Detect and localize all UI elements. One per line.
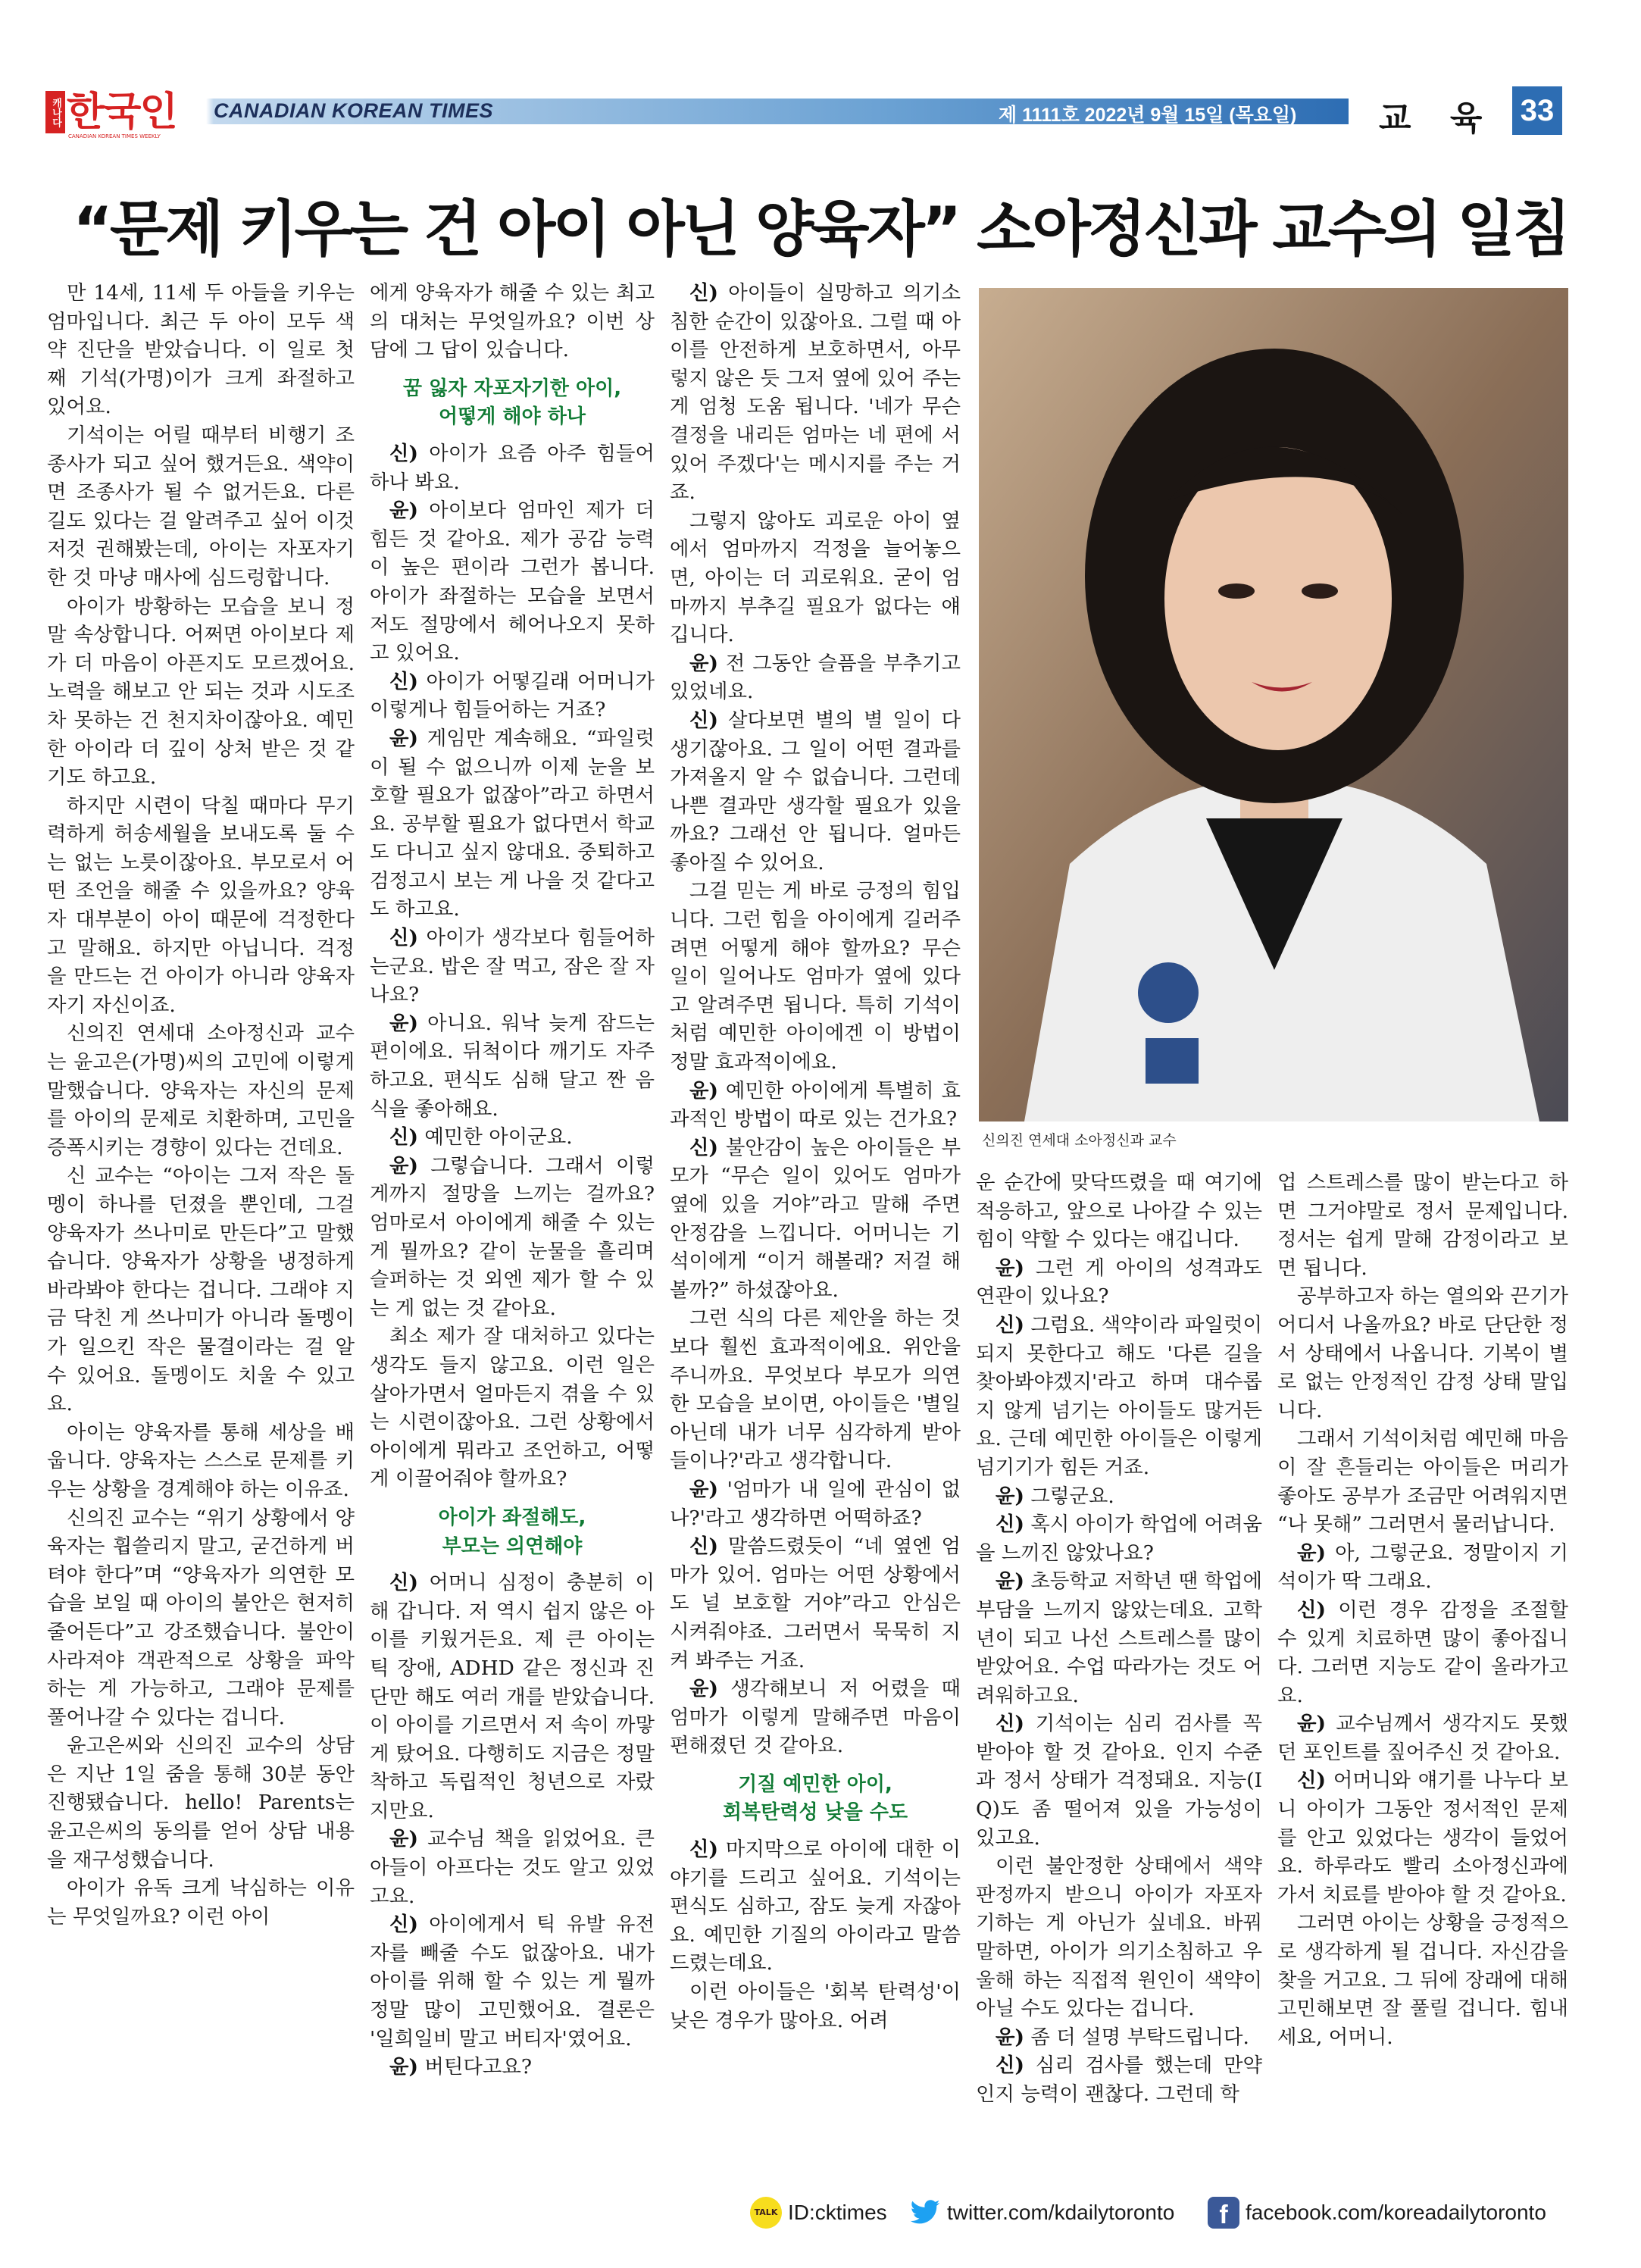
article-paragraph: [670, 877, 961, 1076]
article-paragraph: [370, 2053, 655, 2082]
article-paragraph: [976, 1482, 1262, 1511]
speaker-label: 신): [389, 441, 418, 465]
article-paragraph: [976, 2023, 1262, 2052]
speaker-label: 윤): [1297, 1712, 1326, 1736]
speaker-label: 윤): [389, 1011, 418, 1035]
paragraph-text: 기석이는 어릴 때부터 비행기 조종사가 되고 싶어 했거든요. 색약이면 조종사가 될 수 없거든요. 다른 길도 있다는 걸 알려주고 싶어 이것저것 권해봤는데, 아이는 자포자기한 것 마냥 매사에 심드렁합니다.: [47, 423, 355, 590]
article-paragraph: [670, 1978, 961, 2035]
paragraph-text: 마지막으로 아이에 대한 이야기를 드리고 싶어요. 기석이는 편식도 심하고, 잠도 늦게 자잖아요. 예민한 기질의 아이라고 말씀드렸는데요.: [670, 1838, 961, 1976]
speaker-label: 윤): [389, 1153, 418, 1178]
paragraph-text: 전 그동안 슬픔을 부추기고 있었네요.: [670, 651, 961, 704]
paragraph-text: 좀 더 설명 부탁드립니다.: [1030, 2025, 1249, 2049]
article-paragraph: [370, 496, 655, 668]
twitter-icon: [909, 2197, 941, 2229]
article-paragraph: [976, 1311, 1262, 1482]
article-paragraph: [1277, 1710, 1568, 1766]
paragraph-text: 교수님 책을 읽었어요. 큰 아들이 아프다는 것도 알고 있었고요.: [370, 1827, 655, 1908]
speaker-label: 신): [996, 2054, 1024, 2078]
article-paragraph: [670, 507, 961, 649]
article-paragraph: [1277, 1168, 1568, 1282]
article-paragraph: [370, 1825, 655, 1910]
paragraph-text: 공부하고자 하는 열의와 끈기가 어디서 나올까요? 바로 단단한 정서 상태에서 나옵니다. 기복이 별로 없는 안정적인 감정 상태 말입니다.: [1277, 1284, 1568, 1422]
speaker-label: 윤): [1297, 1541, 1326, 1565]
speaker-label: 윤): [389, 726, 418, 750]
article-column-3: [670, 279, 961, 2169]
paragraph-text: 생각해보니 저 어렸을 때 엄마가 이렇게 말해주면 마음이 편해졌던 것 같아요.: [670, 1677, 961, 1758]
article-paragraph: [1277, 1909, 1568, 2051]
article-paragraph: [1277, 1766, 1568, 1909]
article-paragraph: [370, 440, 655, 496]
paragraph-text: 버틴다고요?: [424, 2055, 532, 2079]
article-paragraph: [670, 279, 961, 507]
paragraph-text: '엄마가 내 일에 관심이 없나?'라고 생각하면 어떡하죠?: [670, 1477, 961, 1530]
paragraph-text: 신의진 교수는 “위기 상황에서 양육자는 휩쓸리지 말고, 굳건하게 버텨야 한다”며 “양육자가 의연한 모습을 보일 때 아이의 불안은 현저히 줄어든다”고 강조했습니다. 불안이 사라져야 객관적으로 상황을 파악하는 게 가능하고, 그래야 문제를 풀어나갈 수 있다는 겁니다.: [47, 1506, 355, 1729]
paragraph-text: 그렇군요.: [1030, 1484, 1114, 1508]
article-paragraph: [47, 279, 355, 421]
paragraph-text: 신의진 연세대 소아정신과 교수는 윤고은(가명)씨의 고민에 이렇게 말했습니다. 양육자는 자신의 문제를 아이의 문제로 치환하며, 고민을 증폭시키는 경향이 있다는 건데요.: [47, 1021, 355, 1159]
article-paragraph: [976, 1852, 1262, 2023]
article-paragraph: [370, 924, 655, 1009]
speaker-label: 윤): [996, 1484, 1024, 1508]
article-paragraph: [670, 1532, 961, 1675]
paragraph-text: 아니요. 워낙 늦게 잠드는 편이에요. 뒤척이다 깨기도 자주 하고요. 편식도 심해 달고 짠 음식을 좋아해요.: [370, 1011, 655, 1121]
section-subtitle: 아이가 좌절해도, 부모는 의연해야: [438, 1506, 586, 1558]
section-title: 교 육: [1379, 99, 1496, 138]
paragraph-text: 업 스트레스를 많이 받는다고 하면 그거야말로 정서 문제입니다. 정서는 쉽게 말해 감정이라고 보면 됩니다.: [1277, 1171, 1568, 1280]
article-paragraph: [370, 1569, 655, 1825]
speaker-label: 신): [389, 926, 418, 950]
logo-subtitle: CANADIAN KOREAN TIMES WEEKLY: [68, 133, 161, 139]
speaker-label: 윤): [689, 651, 718, 675]
facebook-url: facebook.com/koreadailytoronto: [1246, 2201, 1546, 2224]
speaker-label: 윤): [389, 1827, 418, 1851]
paragraph-text: 아이가 생각보다 힘들어하는군요. 밥은 잘 먹고, 잠은 잘 자나요?: [370, 926, 655, 1007]
article-photo: [979, 288, 1568, 1121]
article-paragraph: [47, 421, 355, 593]
page-number: 33: [1512, 86, 1562, 135]
paragraph-text: 신 교수는 “아이는 그저 작은 돌멩이 하나를 던졌을 뿐인데, 그걸 양육자가 쓰나미로 만든다”고 말했습니다. 양육자가 상황을 냉정하게 바라봐야 한다는 겁니다. 그래야 지금 닥친 게 쓰나미가 아니라 돌멩이가 일으킨 작은 물결이라는 걸 알 수 있어요. 돌멩이도 치울 수 있고요.: [47, 1164, 355, 1416]
photo-caption: 신의진 연세대 소아정신과 교수: [982, 1132, 1177, 1149]
paragraph-text: 교수님께서 생각지도 못했던 포인트를 짚어주신 것 같아요.: [1277, 1712, 1568, 1764]
article-paragraph: [670, 1475, 961, 1532]
speaker-label: 신): [689, 1838, 718, 1862]
speaker-label: 신): [389, 1913, 418, 1937]
paragraph-text: 그걸 믿는 게 바로 긍정의 힘입니다. 그런 힘을 아이에게 길러주려면 어떻게 해야 할까요? 무슨 일이 일어나도 엄마가 옆에 있다고 알려주면 됩니다. 특히 기석이처럼 예민한 아이에겐 이 방법이 정말 효과적이에요.: [670, 879, 961, 1075]
paragraph-text: 아이들이 실망하고 의기소침한 순간이 있잖아요. 그럴 때 아이를 안전하게 보호하면서, 아무렇지 않은 듯 그저 옆에 있어 주는 게 엄청 도움 됩니다. '네가 무슨 결정을 내리든 엄마는 네 편에 서있어 주겠다'는 메시지를 주는 거죠.: [670, 281, 961, 505]
speaker-label: 윤): [996, 1569, 1024, 1594]
facebook-link[interactable]: [1208, 2194, 1546, 2232]
paragraph-text: 이런 경우 감정을 조절할 수 있게 치료하면 많이 좋아집니다. 그러면 지능도 같이 올라가고요.: [1277, 1597, 1568, 1707]
article-paragraph: [670, 1675, 961, 1760]
kakaotalk-icon: TALK: [750, 2197, 782, 2229]
paragraph-text: 초등학교 저학년 땐 학업에 부담을 느끼지 않았는데요. 고학년이 되고 나선 스트레스를 많이 받았어요. 수업 따라가는 것도 어려워하고요.: [976, 1569, 1262, 1707]
article-paragraph: [47, 1874, 355, 1931]
article-column-2: [370, 279, 655, 2169]
paragraph-text: 그렇습니다. 그래서 이렇게까지 절망을 느끼는 걸까요? 엄마로서 아이에게 해줄 수 있는 게 뭘까요? 같이 눈물을 흘리며 슬퍼하는 것 외엔 제가 할 수 있는 게 없는 것 같아요.: [370, 1153, 655, 1320]
article-paragraph: [370, 1152, 655, 1323]
paragraph-text: 아이가 유독 크게 낙심하는 이유는 무엇일까요? 이런 아이: [47, 1876, 355, 1929]
paragraph-text: 불안감이 높은 아이들은 부모가 “무슨 일이 있어도 엄마가 옆에 있을 거야”라고 말해 주면 안정감을 느낍니다. 어머니는 기석이에게 “이거 해볼래? 저걸 해볼까?” 하셨잖아요.: [670, 1135, 961, 1302]
paragraph-text: 그런 식의 다른 제안을 하는 것보다 훨씬 효과적이에요. 위안을 주니까요. 무엇보다 부모가 의연한 모습을 보이면, 아이들은 '별일 아닌데 내가 너무 심각하게 받아들이나?'라고 생각합니다.: [670, 1306, 961, 1473]
article-paragraph: [976, 1510, 1262, 1567]
article-paragraph: [370, 1910, 655, 2053]
paragraph-text: 예민한 아이에게 특별히 효과적인 방법이 따로 있는 건가요?: [670, 1078, 961, 1131]
paragraph-text: 그런 게 아이의 성격과도 연관이 있나요?: [976, 1256, 1262, 1309]
brand-name: CANADIAN KOREAN TIMES: [214, 99, 494, 122]
speaker-label: 신): [689, 1135, 718, 1159]
article-paragraph: [1277, 1539, 1568, 1596]
speaker-label: 윤): [689, 1677, 718, 1701]
article-paragraph: [670, 1835, 961, 1978]
article-paragraph: [670, 1077, 961, 1134]
article-paragraph: [47, 1419, 355, 1504]
article-paragraph: [370, 279, 655, 364]
article-column-4: [976, 1168, 1262, 2169]
paragraph-text: 에게 양육자가 해줄 수 있는 최고의 대처는 무엇일까요? 이번 상담에 그 답이 있습니다.: [370, 281, 655, 362]
article-paragraph: [370, 1123, 655, 1152]
article-column-5: [1277, 1168, 1568, 2169]
article-paragraph: [670, 649, 961, 706]
logo-name: 한국인: [67, 89, 177, 135]
speaker-label: 신): [389, 1125, 418, 1150]
speaker-label: 윤): [689, 1078, 718, 1103]
paragraph-text: 만 14세, 11세 두 아들을 키우는 엄마입니다. 최근 두 아이 모두 색약 진단을 받았습니다. 이 일로 첫째 기석(가명)이가 크게 좌절하고 있어요.: [47, 281, 355, 419]
paragraph-text: 이런 아이들은 '회복 탄력성'이 낮은 경우가 많아요. 어려: [670, 1980, 961, 2032]
speaker-label: 신): [389, 1571, 418, 1595]
speaker-label: 신): [1297, 1769, 1326, 1793]
article-paragraph: [976, 1710, 1262, 1852]
speaker-label: 신): [996, 1312, 1024, 1337]
paragraph-text: 그럼요. 색약이라 파일럿이 되지 못한다고 해도 '다른 길을 찾아봐야겠지'라고 하며 대수롭지 않게 넘기는 아이들도 많거든요. 근데 예민한 아이들은 이렇게 넘기기가 힘든 거죠.: [976, 1312, 1262, 1479]
article-paragraph: [370, 1322, 655, 1494]
speaker-label: 윤): [996, 1256, 1024, 1280]
section-subtitle: 꿈 잃자 자포자기한 아이, 어떻게 해야 하나: [402, 377, 622, 429]
article-paragraph: [47, 1162, 355, 1418]
paragraph-text: 예민한 아이군요.: [424, 1125, 573, 1150]
paragraph-text: 말씀드렸듯이 “네 옆엔 엄마가 있어. 엄마는 어떤 상황에서도 널 보호할 거야”라고 안심은 시켜줘야죠. 그러면서 묵묵히 지켜 봐주는 거죠.: [670, 1534, 961, 1672]
facebook-icon: f: [1208, 2197, 1239, 2229]
paragraph-text: 기석이는 심리 검사를 꼭 받아야 할 것 같아요. 인지 수준과 정서 상태가 걱정돼요. 지능(IQ)도 좀 떨어져 있을 가능성이 있고요.: [976, 1712, 1262, 1850]
paragraph-text: 아, 그렇군요. 정말이지 기석이가 딱 그래요.: [1277, 1541, 1568, 1594]
paragraph-text: 그러면 아이는 상황을 긍정적으로 생각하게 될 겁니다. 자신감을 찾을 거고요. 그 뒤에 장래에 대해 고민해보면 잘 풀릴 겁니다. 힘내세요, 어머니.: [1277, 1911, 1568, 2049]
kakao-contact[interactable]: [750, 2194, 887, 2232]
paragraph-text: 심리 검사를 했는데 만약 인지 능력이 괜찮다. 그런데 학: [976, 2054, 1262, 2106]
paragraph-text: 아이보다 엄마인 제가 더 힘든 것 같아요. 제가 공감 능력이 높은 편이라 그런가 봅니다. 아이가 좌절하는 모습을 보면서 저도 절망에서 헤어나오지 못하고 있어요.: [370, 499, 655, 665]
speaker-label: 신): [689, 281, 718, 305]
article-paragraph: [1277, 1596, 1568, 1710]
paragraph-text: 게임만 계속해요. “파일럿이 될 수 없으니까 이제 눈을 보호할 필요가 없잖아”라고 하면서요. 공부할 필요가 없다면서 학교도 다니고 싶지 않대요. 중퇴하고 검정고시 보는 게 나을 것 같다고도 하고요.: [370, 726, 655, 921]
article-paragraph: [670, 1134, 961, 1305]
article-paragraph: [47, 1019, 355, 1162]
paragraph-text: 아이가 요즘 아주 힘들어 하나 봐요.: [370, 441, 655, 494]
article-paragraph: [47, 792, 355, 1020]
portrait-illustration: [979, 288, 1568, 1121]
speaker-label: 윤): [389, 2055, 418, 2079]
paragraph-text: 살다보면 별의 별 일이 다 생기잖아요. 그 일이 어떤 결과를 가져올지 알 수 없습니다. 그런데 나쁜 결과만 생각할 필요가 있을까요? 그래선 안 됩니다. 얼마든 좋아질 수 있어요.: [670, 708, 961, 874]
twitter-handle: twitter.com/kdailytoronto: [947, 2201, 1175, 2224]
paragraph-text: 아이가 어떻길래 어머니가 이렇게나 힘들어하는 거죠?: [370, 669, 655, 722]
paragraph-text: 최소 제가 잘 대처하고 있다는 생각도 들지 않고요. 이런 일은 살아가면서 얼마든지 겪을 수 있는 시련이잖아요. 그런 상황에서 아이에게 뭐라고 조언하고, 어떻게 이끌어줘야 할까요?: [370, 1325, 655, 1491]
article-paragraph: [47, 1732, 355, 1874]
article-paragraph: [47, 1504, 355, 1732]
article-paragraph: [976, 1168, 1262, 1254]
article-paragraph: [976, 1254, 1262, 1311]
paragraph-text: 혹시 아이가 학업에 어려움을 느끼진 않았나요?: [976, 1513, 1262, 1565]
article-headline: “문제 키우는 건 아이 아닌 양육자” 소아정신과 교수의 일침: [73, 194, 1568, 264]
article-paragraph: [47, 593, 355, 792]
speaker-label: 윤): [689, 1477, 718, 1501]
article-paragraph: [976, 2051, 1262, 2108]
article-column-1: [47, 279, 355, 2169]
article-paragraph: [370, 668, 655, 724]
paragraph-text: 아이에게서 틱 유발 유전자를 빼줄 수도 없잖아요. 내가 아이를 위해 할 수 있는 게 뭘까 정말 많이 고민했어요. 결론은 '일희일비 말고 버티자'였어요.: [370, 1913, 655, 2051]
article-paragraph: [1277, 1282, 1568, 1425]
article-paragraph: [976, 1567, 1262, 1710]
paragraph-text: 운 순간에 맞닥뜨렸을 때 여기에 적응하고, 앞으로 나아갈 수 있는 힘이 약할 수 있다는 얘깁니다.: [976, 1171, 1262, 1252]
paragraph-text: 하지만 시련이 닥칠 때마다 무기력하게 허송세월을 보내도록 둘 수는 없는 노릇이잖아요. 부모로서 어떤 조언을 해줄 수 있을까요? 양육자 대부분이 아이 때문에 걱정한다고 말해요. 하지만 아닙니다. 걱정을 만드는 건 아이가 아니라 양육자 자기 자신이죠.: [47, 793, 355, 1017]
kakao-id: ID:cktimes: [788, 2201, 887, 2224]
speaker-label: 신): [689, 708, 718, 732]
twitter-link[interactable]: [909, 2194, 1174, 2232]
speaker-label: 신): [1297, 1597, 1326, 1622]
paragraph-text: 그렇지 않아도 괴로운 아이 옆에서 엄마까지 걱정을 늘어놓으면, 아이는 더 괴로워요. 굳이 엄마까지 부추길 필요가 없다는 얘깁니다.: [670, 508, 961, 647]
paragraph-text: 아이가 방황하는 모습을 보니 정말 속상합니다. 어쩌면 아이보다 제가 더 마음이 아픈지도 모르겠어요. 노력을 해보고 안 되는 것과 시도조차 못하는 건 천지차이잖아요. 예민한 아이라 더 깊이 상처 받은 것 같기도 하고요.: [47, 594, 355, 790]
paragraph-text: 그래서 기석이처럼 예민해 마음이 잘 흔들리는 아이들은 머리가 좋아도 공부가 조금만 어려워지면 “나 못해” 그러면서 물러납니다.: [1277, 1427, 1568, 1537]
issue-date: 제 1111호 2022년 9월 15일 (목요일): [999, 105, 1297, 126]
paragraph-text: 윤고은씨와 신의진 교수의 상담은 지난 1일 줌을 통해 30분 동안 진행됐습니다. hello! Parents는 윤고은씨의 동의를 얻어 상담 내용을 재구성했습니다.: [47, 1734, 355, 1872]
speaker-label: 신): [389, 669, 418, 693]
logo-mark: 캐나다: [45, 91, 65, 133]
article-paragraph: [370, 724, 655, 924]
speaker-label: 윤): [389, 499, 418, 523]
article-paragraph: [670, 706, 961, 877]
article-paragraph: [1277, 1425, 1568, 1538]
speaker-label: 신): [996, 1712, 1024, 1736]
paragraph-text: 이런 불안정한 상태에서 색약 판정까지 받으니 아이가 자포자기하는 게 아닌가 싶네요. 바꿔 말하면, 아이가 의기소침하고 우울해 하는 직접적 원인이 색약이 아닐 수도 있다는 겁니다.: [976, 1854, 1262, 2021]
speaker-label: 신): [689, 1534, 718, 1559]
article-paragraph: [670, 1304, 961, 1475]
paragraph-text: 아이는 양육자를 통해 세상을 배웁니다. 양육자는 스스로 문제를 키우는 상황을 경계해야 하는 이유죠.: [47, 1420, 355, 1501]
section-subtitle: 기질 예민한 아이, 회복탄력성 낮을 수도: [722, 1772, 908, 1825]
speaker-label: 신): [996, 1513, 1024, 1537]
newspaper-logo: [45, 89, 177, 139]
paragraph-text: 어머니 심정이 충분히 이해 갑니다. 저 역시 쉽지 않은 아이를 키웠거든요. 제 큰 아이는 틱 장애, ADHD 같은 정신과 진단만 해도 여러 개를 받았습니다. 이 아이를 기르면서 저 속이 까맣게 탔어요. 다행히도 지금은 정말 착하고 독립적인 청년으로 자랐지만요.: [370, 1571, 655, 1822]
article-paragraph: [370, 1009, 655, 1123]
paragraph-text: 어머니와 얘기를 나누다 보니 아이가 그동안 정서적인 문제를 안고 있었다는 생각이 들었어요. 하루라도 빨리 소아정신과에 가서 치료를 받아야 할 것 같아요.: [1277, 1769, 1568, 1907]
speaker-label: 윤): [996, 2025, 1024, 2049]
